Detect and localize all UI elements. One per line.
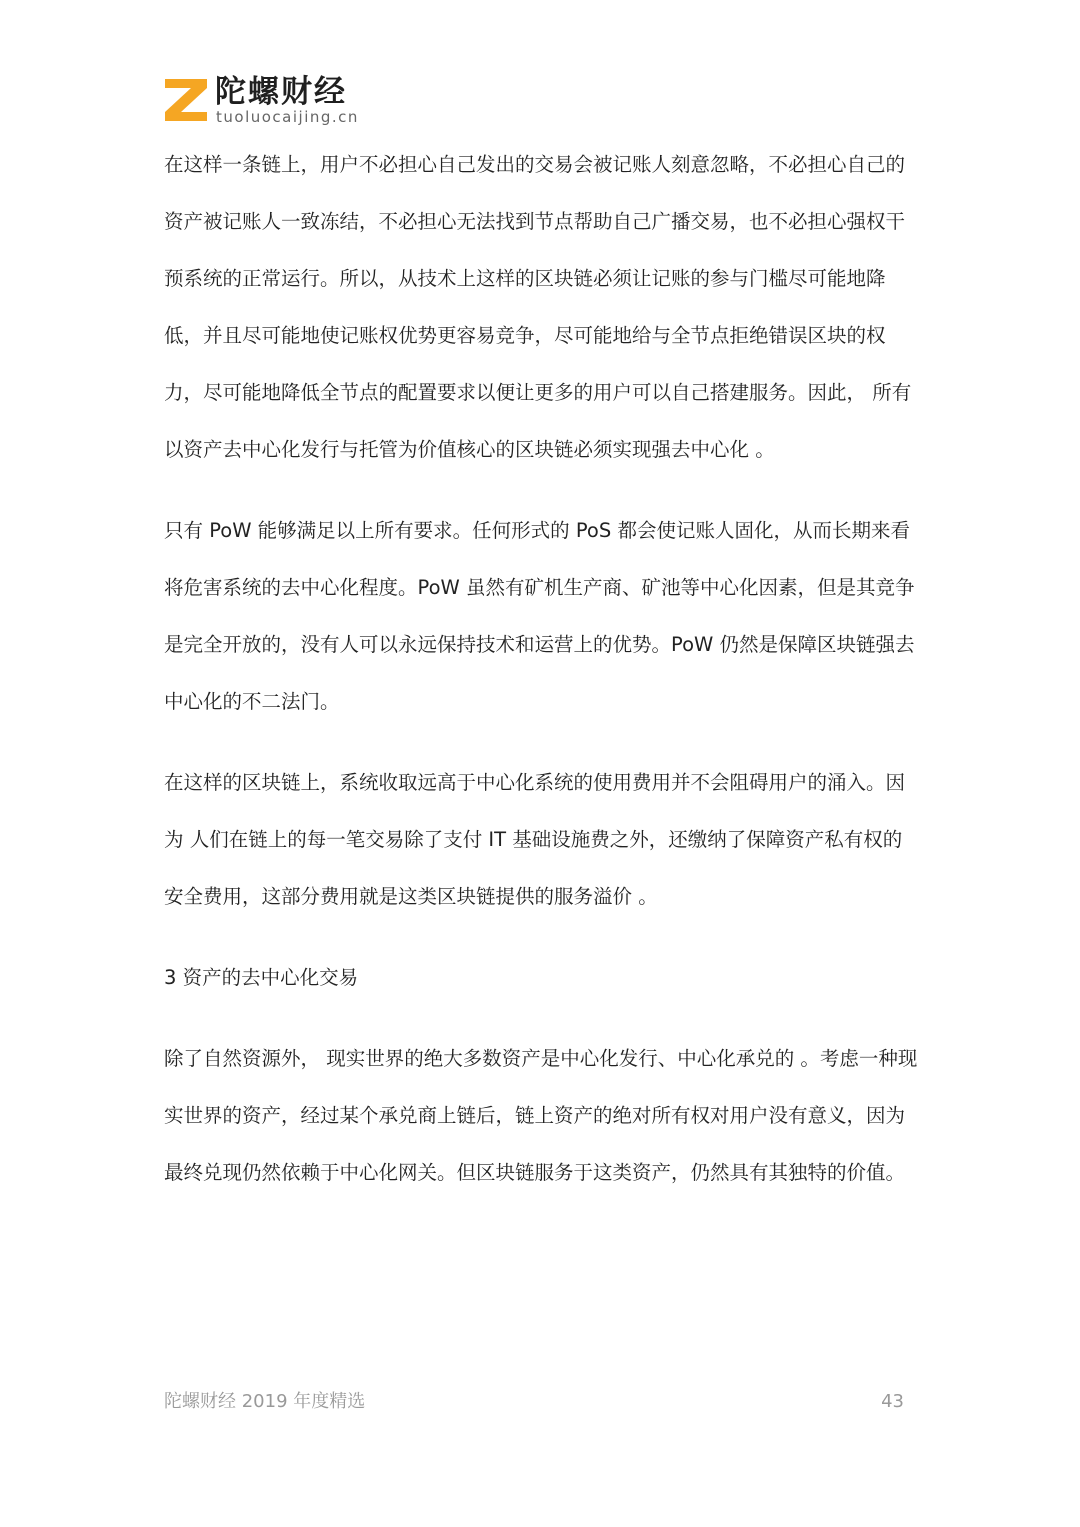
article-body xyxy=(164,136,920,1201)
section-heading: 3 资产的去中心化交易 xyxy=(164,966,359,989)
paragraph: 在这样一条链上，用户不必担心自己发出的交易会被记账人刻意忽略，不必担心自己的资产被记账人一致冻结，不必担心无法找到节点帮助自己广播交易，也不必担心强权干预系统的正常运行。所以，从技术上这样的区块链必须让记账的参与门槛尽可能地降低，并且尽可能地使记账权优势更容易竞争，尽可能地给与全节点拒绝错误区块的权力，尽可能地降低全节点的配置要求以便让更多的用户可以自己搭建服务。因此， 所有以资产去中心化发行与托管为价值核心的区块链必须实现强去中心化 。 xyxy=(164,153,912,461)
logo-title: 陀螺财经 xyxy=(215,74,347,110)
logo-domain: tuoluocaijing.cn xyxy=(216,108,359,126)
page-number: 43 xyxy=(881,1391,904,1412)
paragraph: 在这样的区块链上，系统收取远高于中心化系统的使用费用并不会阻碍用户的涌入。因为 人们在链上的每一笔交易除了支付 IT 基础设施费之外，还缴纳了保障资产私有权的安全费用，这部分费用就是这类区块链提供的服务溢价 。 xyxy=(164,771,906,908)
z-logo-icon xyxy=(163,76,209,122)
footer-publication: 陀螺财经 2019 年度精选 xyxy=(164,1391,366,1412)
paragraph: 除了自然资源外， 现实世界的绝大多数资产是中心化发行、中心化承兑的 。考虑一种现实世界的资产，经过某个承兑商上链后，链上资产的绝对所有权对用户没有意义，因为最终兑现仍然依赖于中心化网关。但区块链服务于这类资产，仍然具有其独特的价值。 xyxy=(164,1047,918,1184)
brand-logo xyxy=(163,72,403,128)
paragraph: 只有 PoW 能够满足以上所有要求。任何形式的 PoS 都会使记账人固化，从而长期来看将危害系统的去中心化程度。PoW 虽然有矿机生产商、矿池等中心化因素，但是其竞争是完全开放的，没有人可以永远保持技术和运营上的优势。PoW 仍然是保障区块链强去中心化的不二法门。 xyxy=(164,519,915,713)
